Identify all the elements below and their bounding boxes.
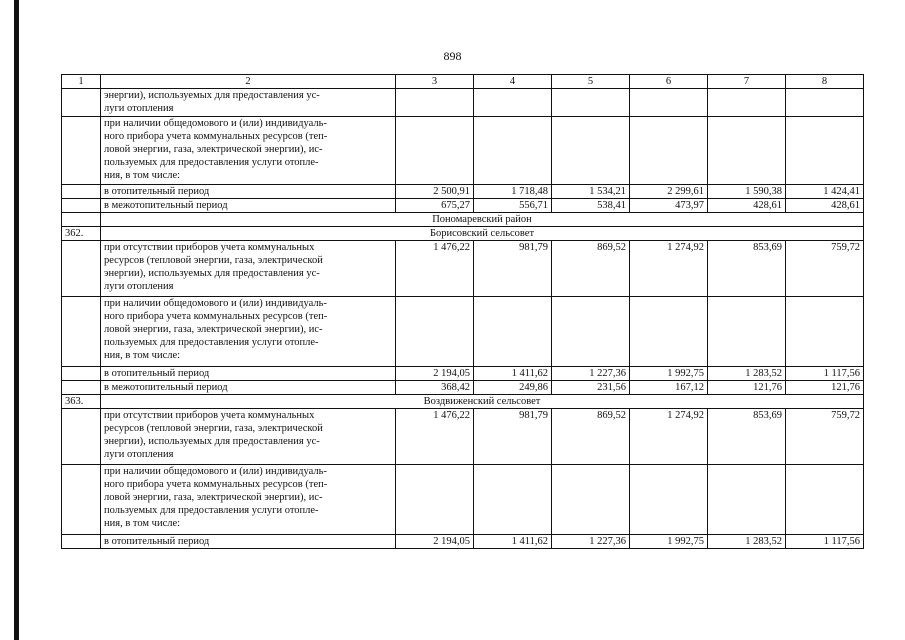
value-cell: 869,52 bbox=[552, 241, 630, 297]
value-cell: 2 194,05 bbox=[396, 367, 474, 381]
value-cell bbox=[474, 89, 552, 117]
row-number-cell bbox=[62, 117, 101, 185]
value-cell: 675,27 bbox=[396, 199, 474, 213]
row-number-cell: 363. bbox=[62, 395, 101, 409]
value-cell bbox=[474, 117, 552, 185]
value-cell bbox=[396, 297, 474, 367]
value-cell: 2 299,61 bbox=[630, 185, 708, 199]
page-edge-bar bbox=[14, 0, 19, 640]
value-cell: 121,76 bbox=[786, 381, 864, 395]
value-cell bbox=[786, 297, 864, 367]
value-cell: 1 283,52 bbox=[708, 535, 786, 549]
description-cell: энергии), используемых для предоставления ус- луги отопления bbox=[101, 89, 396, 117]
value-cell: 981,79 bbox=[474, 241, 552, 297]
table-row bbox=[62, 367, 864, 381]
value-cell: 759,72 bbox=[786, 241, 864, 297]
value-cell: 538,41 bbox=[552, 199, 630, 213]
description-cell: при наличии общедомового и (или) индивидуаль- ного прибора учета коммунальных ресурсов (теп- ловой энергии, газа, электрической энергии), ис- пользуемых для предоставления услуги отопле- ния, в том числе: bbox=[101, 117, 396, 185]
header-cell: 3 bbox=[396, 75, 474, 89]
value-cell bbox=[630, 297, 708, 367]
table-body bbox=[62, 89, 864, 549]
row-number-cell bbox=[62, 213, 101, 227]
value-cell: 1 227,36 bbox=[552, 535, 630, 549]
row-number-cell: 362. bbox=[62, 227, 101, 241]
value-cell: 167,12 bbox=[630, 381, 708, 395]
table-row bbox=[62, 185, 864, 199]
section-row bbox=[62, 227, 864, 241]
header-cell: 4 bbox=[474, 75, 552, 89]
value-cell: 869,52 bbox=[552, 409, 630, 465]
header-cell: 8 bbox=[786, 75, 864, 89]
value-cell: 121,76 bbox=[708, 381, 786, 395]
value-cell: 759,72 bbox=[786, 409, 864, 465]
row-number-cell bbox=[62, 89, 101, 117]
table-row bbox=[62, 409, 864, 465]
value-cell: 853,69 bbox=[708, 241, 786, 297]
row-number-cell bbox=[62, 409, 101, 465]
value-cell: 1 411,62 bbox=[474, 367, 552, 381]
description-cell: при отсутствии приборов учета коммунальных ресурсов (тепловой энергии, газа, электрической энергии), используемых для предоставления ус- луги отопления bbox=[101, 241, 396, 297]
value-cell bbox=[474, 465, 552, 535]
value-cell bbox=[708, 89, 786, 117]
value-cell: 249,86 bbox=[474, 381, 552, 395]
tariff-table bbox=[61, 74, 864, 549]
description-cell: при наличии общедомового и (или) индивидуаль- ного прибора учета коммунальных ресурсов (теп- ловой энергии, газа, электрической энергии), ис- пользуемых для предоставления услуги отопле- ния, в том числе: bbox=[101, 297, 396, 367]
value-cell: 1 117,56 bbox=[786, 367, 864, 381]
header-cell: 6 bbox=[630, 75, 708, 89]
row-number-cell bbox=[62, 465, 101, 535]
value-cell bbox=[552, 89, 630, 117]
value-cell bbox=[552, 117, 630, 185]
table-row bbox=[62, 535, 864, 549]
value-cell: 1 476,22 bbox=[396, 241, 474, 297]
value-cell: 2 194,05 bbox=[396, 535, 474, 549]
value-cell bbox=[786, 117, 864, 185]
value-cell: 1 476,22 bbox=[396, 409, 474, 465]
value-cell bbox=[708, 117, 786, 185]
header-cell: 2 bbox=[101, 75, 396, 89]
value-cell: 2 500,91 bbox=[396, 185, 474, 199]
value-cell: 1 274,92 bbox=[630, 409, 708, 465]
value-cell bbox=[552, 297, 630, 367]
value-cell: 473,97 bbox=[630, 199, 708, 213]
value-cell: 1 411,62 bbox=[474, 535, 552, 549]
value-cell: 1 992,75 bbox=[630, 535, 708, 549]
description-cell: в отопительный период bbox=[101, 367, 396, 381]
header-cell: 5 bbox=[552, 75, 630, 89]
value-cell: 556,71 bbox=[474, 199, 552, 213]
value-cell: 1 424,41 bbox=[786, 185, 864, 199]
value-cell: 231,56 bbox=[552, 381, 630, 395]
header-cell: 7 bbox=[708, 75, 786, 89]
value-cell bbox=[786, 89, 864, 117]
description-cell: при наличии общедомового и (или) индивидуаль- ного прибора учета коммунальных ресурсов (теп- ловой энергии, газа, электрической энергии), ис- пользуемых для предоставления услуги отопле- ния, в том числе: bbox=[101, 465, 396, 535]
row-number-cell bbox=[62, 367, 101, 381]
value-cell: 1 227,36 bbox=[552, 367, 630, 381]
value-cell bbox=[474, 297, 552, 367]
value-cell: 1 718,48 bbox=[474, 185, 552, 199]
value-cell: 1 274,92 bbox=[630, 241, 708, 297]
section-title: Борисовский сельсовет bbox=[101, 227, 864, 241]
row-number-cell bbox=[62, 199, 101, 213]
value-cell: 1 117,56 bbox=[786, 535, 864, 549]
value-cell bbox=[630, 117, 708, 185]
value-cell bbox=[396, 89, 474, 117]
district-heading: Пономаревский район bbox=[101, 213, 864, 227]
value-cell: 981,79 bbox=[474, 409, 552, 465]
row-number-cell bbox=[62, 535, 101, 549]
row-number-cell bbox=[62, 381, 101, 395]
description-cell: в межотопительный период bbox=[101, 199, 396, 213]
table-row bbox=[62, 117, 864, 185]
table-row bbox=[62, 297, 864, 367]
district-heading-row bbox=[62, 213, 864, 227]
value-cell bbox=[708, 297, 786, 367]
value-cell: 1 534,21 bbox=[552, 185, 630, 199]
value-cell bbox=[786, 465, 864, 535]
value-cell bbox=[708, 465, 786, 535]
value-cell bbox=[552, 465, 630, 535]
value-cell: 1 283,52 bbox=[708, 367, 786, 381]
description-cell: в межотопительный период bbox=[101, 381, 396, 395]
value-cell: 368,42 bbox=[396, 381, 474, 395]
value-cell bbox=[396, 465, 474, 535]
value-cell: 853,69 bbox=[708, 409, 786, 465]
row-number-cell bbox=[62, 185, 101, 199]
table-row bbox=[62, 199, 864, 213]
header-cell: 1 bbox=[62, 75, 101, 89]
value-cell bbox=[396, 117, 474, 185]
row-number-cell bbox=[62, 241, 101, 297]
table-row bbox=[62, 241, 864, 297]
section-title: Воздвиженский сельсовет bbox=[101, 395, 864, 409]
row-number-cell bbox=[62, 297, 101, 367]
section-row bbox=[62, 395, 864, 409]
value-cell: 428,61 bbox=[708, 199, 786, 213]
value-cell bbox=[630, 465, 708, 535]
description-cell: при отсутствии приборов учета коммунальных ресурсов (тепловой энергии, газа, электрической энергии), используемых для предоставления ус- луги отопления bbox=[101, 409, 396, 465]
description-cell: в отопительный период bbox=[101, 535, 396, 549]
value-cell: 1 992,75 bbox=[630, 367, 708, 381]
table-row bbox=[62, 381, 864, 395]
value-cell: 1 590,38 bbox=[708, 185, 786, 199]
value-cell bbox=[630, 89, 708, 117]
table-row bbox=[62, 465, 864, 535]
description-cell: в отопительный период bbox=[101, 185, 396, 199]
value-cell: 428,61 bbox=[786, 199, 864, 213]
header-row bbox=[62, 75, 864, 89]
page-number: 898 bbox=[443, 49, 462, 63]
table-row bbox=[62, 89, 864, 117]
